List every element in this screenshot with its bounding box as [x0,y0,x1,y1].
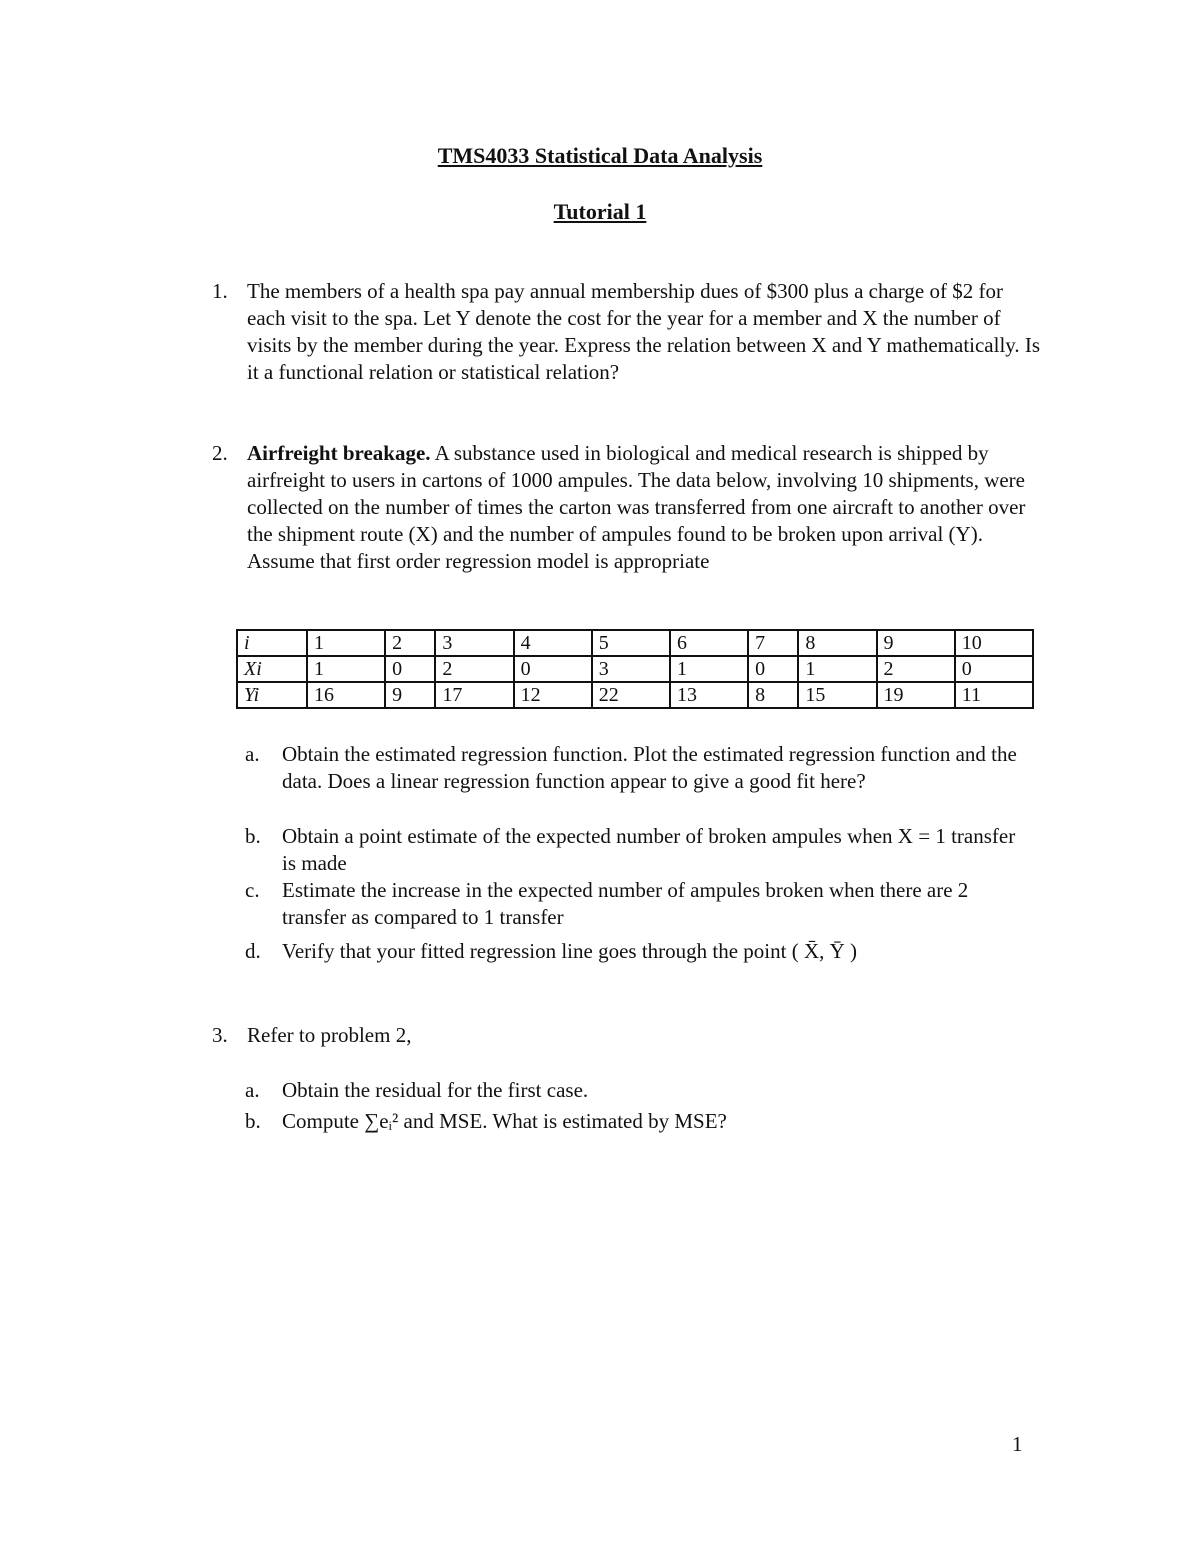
table-cell: 2 [385,630,435,656]
part-letter: b. [245,1109,261,1133]
table-cell: 16 [307,682,385,708]
question-number: 2. [212,441,228,465]
table-cell: 13 [670,682,748,708]
part-text: Obtain the residual for the first case. [282,1078,589,1102]
row-label: i [237,630,307,656]
question-lead: Airfreight breakage. [247,441,431,465]
table-cell: 3 [592,656,670,682]
part-letter: c. [245,878,260,902]
table-cell: 2 [435,656,513,682]
question-text: Refer to problem 2, [247,1023,412,1047]
table-cell: 22 [592,682,670,708]
table-cell: 12 [514,682,592,708]
table-cell: 10 [955,630,1033,656]
question-number: 1. [212,279,228,303]
part-letter: a. [245,742,260,766]
question-text: The members of a health spa pay annual membership dues of $300 plus a charge of $2 for each visit to the spa. Let Y denote the cost for the year for a member and X the number of visits by the member during the year. Express the relation between X and Y mathematically. Is it a functional relation or statistical relation? [247,279,1041,384]
table-row [237,682,1033,708]
table-cell: 9 [877,630,955,656]
part-text: Compute ∑eᵢ² and MSE. What is estimated by MSE? [282,1109,727,1133]
table-cell: 1 [670,656,748,682]
table-cell: 11 [955,682,1033,708]
table-cell: 6 [670,630,748,656]
row-label: Xi [237,656,307,682]
table-cell: 3 [435,630,513,656]
page-number: 1 [1012,1432,1023,1456]
part-text: Obtain a point estimate of the expected number of broken ampules when X = 1 transfer is made [282,824,1016,875]
page-subtitle: Tutorial 1 [553,199,647,224]
table-cell: 2 [877,656,955,682]
table-cell: 0 [385,656,435,682]
part-text: Verify that your fitted regression line goes through the point ( X̄, Ȳ ) [282,939,858,963]
part-letter: b. [245,824,261,848]
table-cell: 17 [435,682,513,708]
table-row [237,630,1033,656]
question-text [247,440,1042,575]
table-cell: 19 [877,682,955,708]
data-table [236,629,1034,709]
table-cell: 9 [385,682,435,708]
table-cell: 1 [798,656,876,682]
table-cell: 1 [307,630,385,656]
table-cell: 0 [748,656,798,682]
part-text: Obtain the estimated regression function. Plot the estimated regression function and the data. Does a linear regression function appear to give a good fit here? [282,742,1017,793]
table-row [237,656,1033,682]
table-cell: 15 [798,682,876,708]
part-text: Estimate the increase in the expected number of ampules broken when there are 2 transfer as compared to 1 transfer [282,878,969,929]
table-cell: 0 [514,656,592,682]
question-number: 3. [212,1023,228,1047]
part-letter: a. [245,1078,260,1102]
table-cell: 0 [955,656,1033,682]
table-cell: 7 [748,630,798,656]
table-cell: 1 [307,656,385,682]
part-letter: d. [245,939,261,963]
row-label: Yi [237,682,307,708]
table-cell: 8 [798,630,876,656]
question-body: A substance used in biological and medical research is shipped by airfreight to users in cartons of 1000 ampules. The data below, involving 10 shipments, were collected on the number of times the carton was transferred from one aircraft to another over the shipment route (X) and the number of ampules found to be broken upon arrival (Y). Assume that first order regression model is appropriate [247,441,1026,573]
page-title: TMS4033 Statistical Data Analysis [437,143,763,168]
table-cell: 8 [748,682,798,708]
table-cell: 5 [592,630,670,656]
table-cell: 4 [514,630,592,656]
